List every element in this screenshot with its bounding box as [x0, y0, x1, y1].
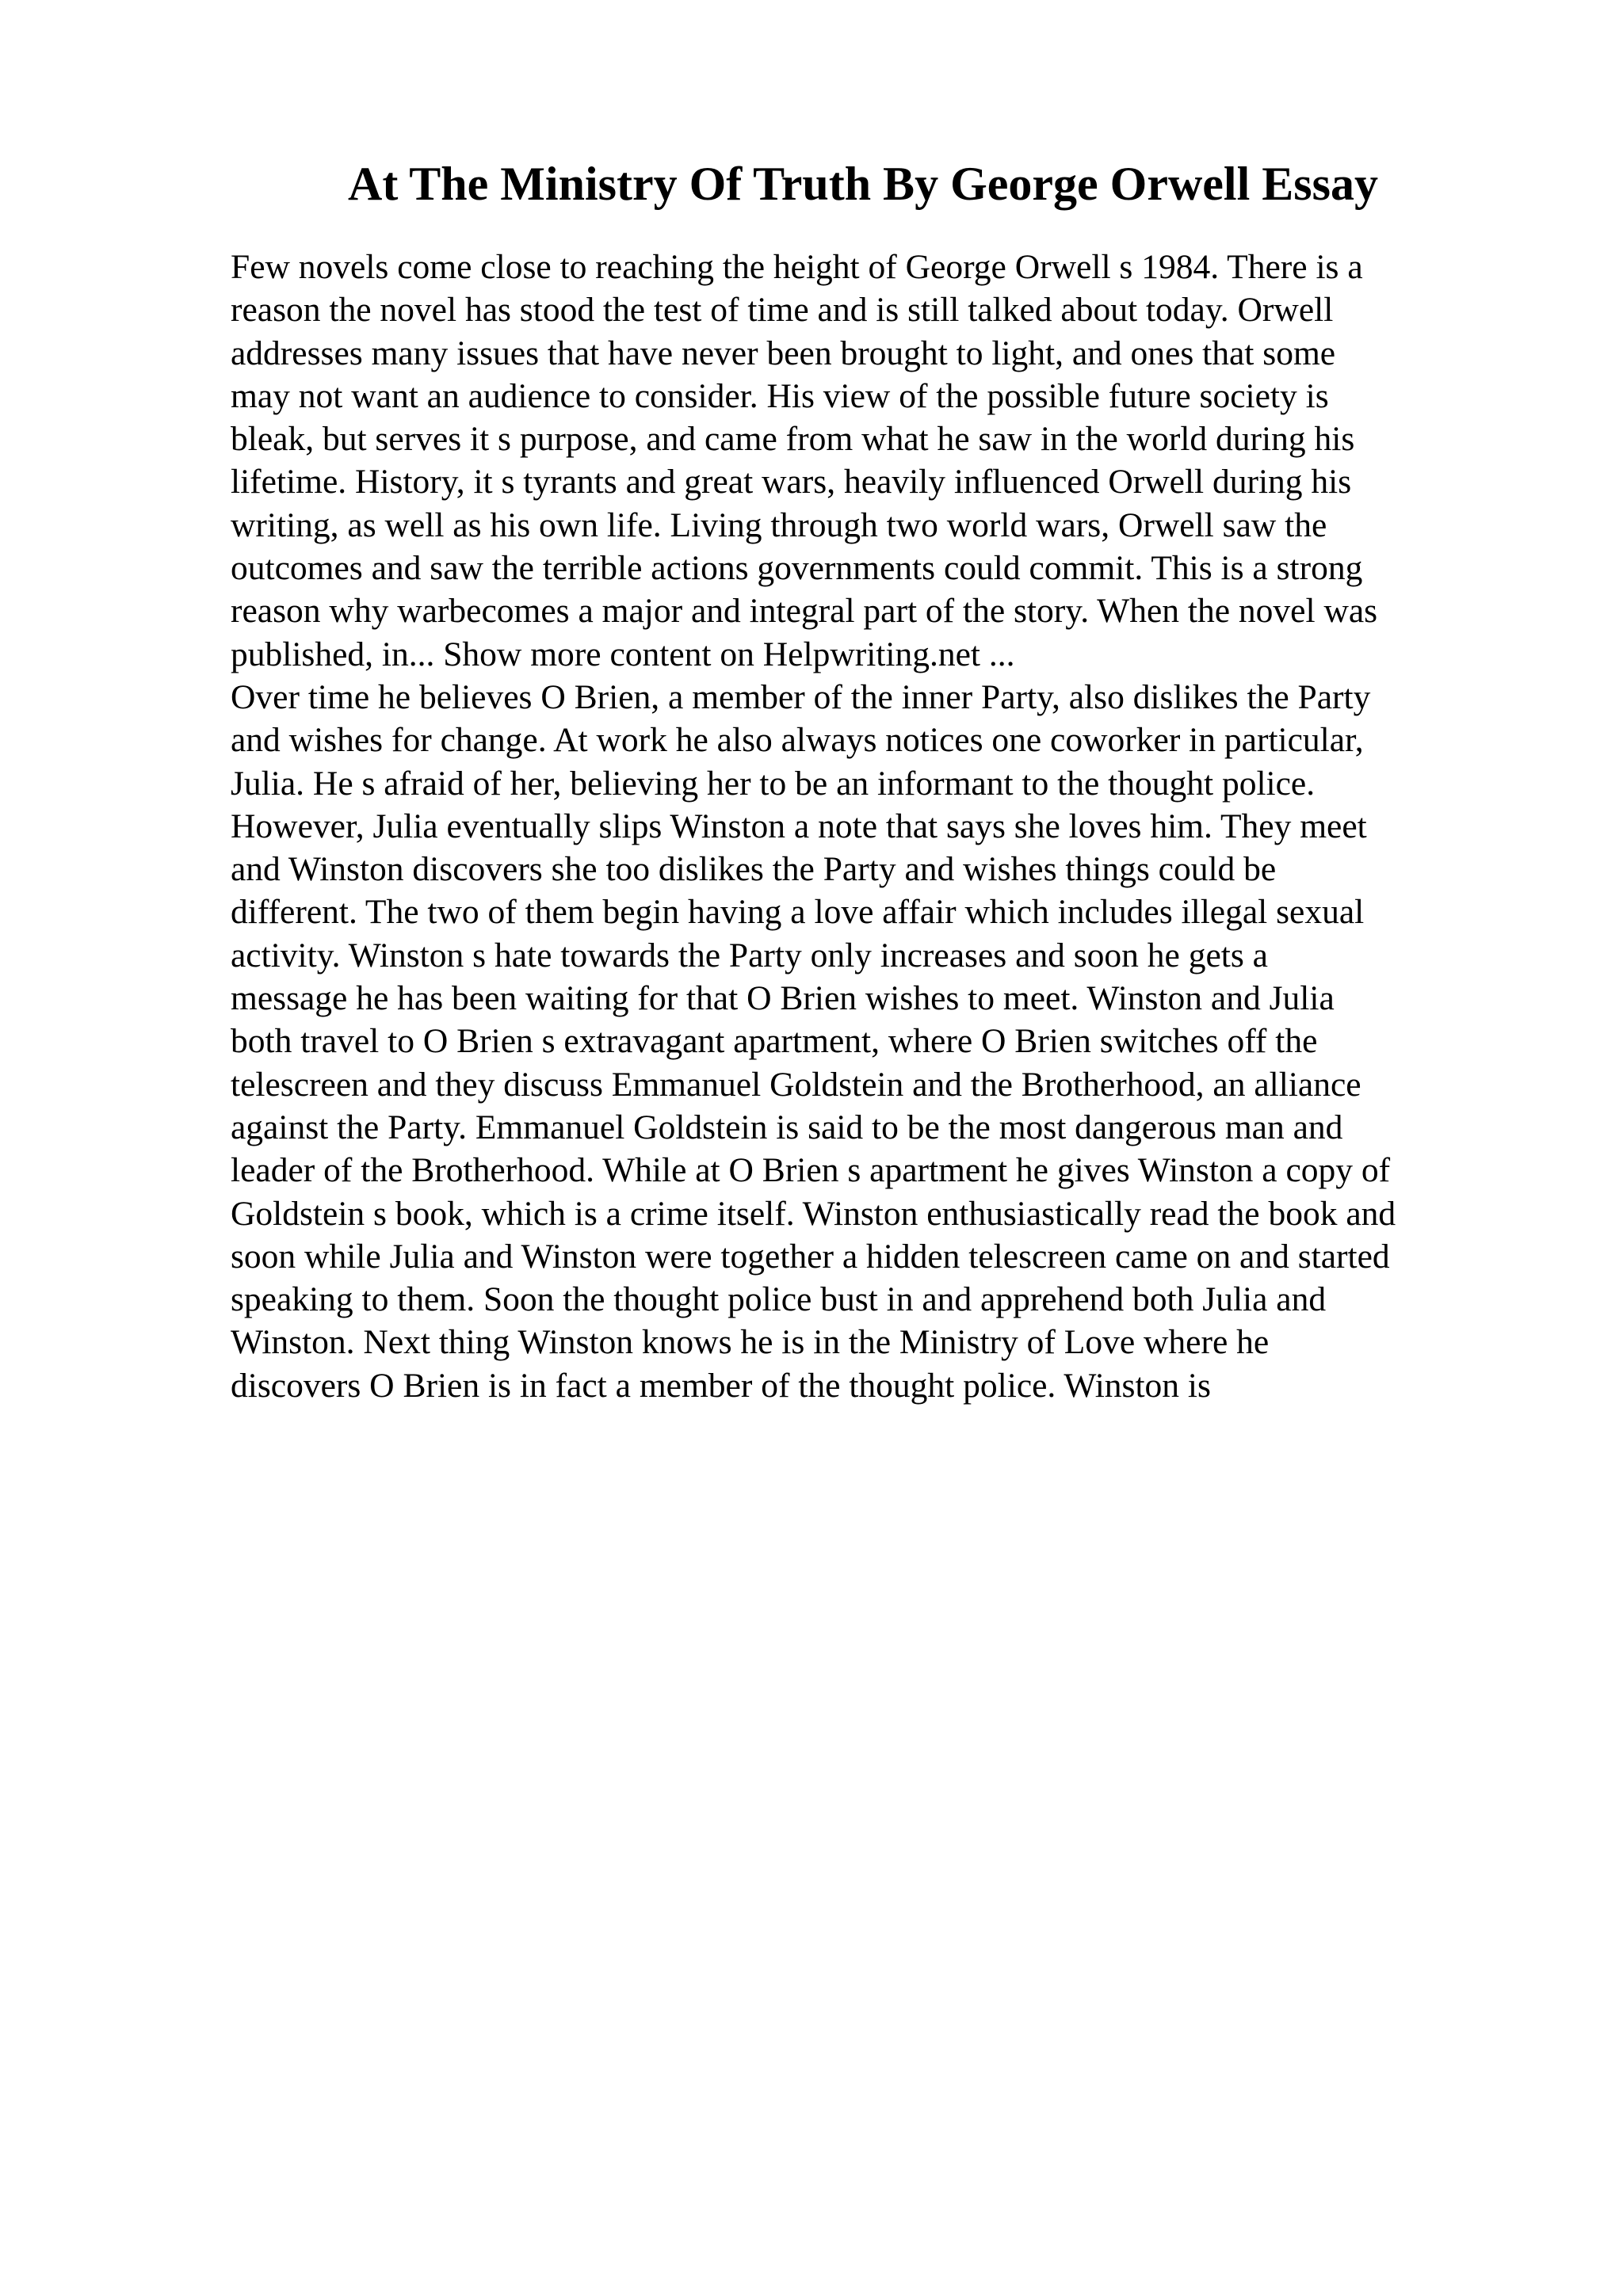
- text-line: writing, as well as his own life. Living through two world wars, Orwell saw the: [231, 505, 1327, 544]
- essay-body: [231, 246, 1499, 1407]
- text-line: leader of the Brotherhood. While at O Brien s apartment he gives Winston a copy of: [231, 1151, 1391, 1190]
- text-line: However, Julia eventually slips Winston a note that says she loves him. They meet: [231, 807, 1367, 845]
- text-line: soon while Julia and Winston were together a hidden telescreen came on and started: [231, 1237, 1390, 1276]
- text-line: and wishes for change. At work he also always notices one coworker in particular,: [231, 721, 1364, 760]
- text-line: outcomes and saw the terrible actions governments could commit. This is a strong: [231, 549, 1363, 588]
- text-line: activity. Winston s hate towards the Party only increases and soon he gets a: [231, 936, 1268, 974]
- text-line: Goldstein s book, which is a crime itself. Winston enthusiastically read the book and: [231, 1194, 1396, 1233]
- text-line: against the Party. Emmanuel Goldstein is said to be the most dangerous man and: [231, 1108, 1343, 1146]
- text-line: bleak, but serves it s purpose, and came from what he saw in the world during his: [231, 420, 1355, 459]
- document-title: At The Ministry Of Truth By George Orwell Essay: [348, 158, 1378, 210]
- text-line: telescreen and they discuss Emmanuel Goldstein and the Brotherhood, an alliance: [231, 1065, 1361, 1104]
- text-line: both travel to O Brien s extravagant apartment, where O Brien switches off the: [231, 1022, 1318, 1061]
- text-line: and Winston discovers she too dislikes the Party and wishes things could be: [231, 850, 1277, 889]
- text-line: discovers O Brien is in fact a member of the thought police. Winston is: [231, 1366, 1211, 1405]
- text-line: reason the novel has stood the test of time and is still talked about today. Orwell: [231, 291, 1334, 330]
- text-line: message he has been waiting for that O Brien wishes to meet. Winston and Julia: [231, 979, 1335, 1018]
- text-line: Julia. He s afraid of her, believing her to be an informant to the thought police.: [231, 764, 1316, 803]
- text-line: reason why warbecomes a major and integral part of the story. When the novel was: [231, 592, 1378, 631]
- text-line: lifetime. History, it s tyrants and great wars, heavily influenced Orwell during his: [231, 463, 1352, 502]
- text-line: addresses many issues that have never been brought to light, and ones that some: [231, 334, 1336, 372]
- text-line: published, in... Show more content on Helpwriting.net ...: [231, 635, 1015, 673]
- text-line: Over time he believes O Brien, a member of the inner Party, also dislikes the Party: [231, 677, 1371, 716]
- text-line: Winston. Next thing Winston knows he is in the Ministry of Love where he: [231, 1323, 1270, 1362]
- text-line: speaking to them. Soon the thought police bust in and apprehend both Julia and: [231, 1280, 1327, 1319]
- text-line: different. The two of them begin having a love affair which includes illegal sexual: [231, 893, 1365, 932]
- text-line: Few novels come close to reaching the height of George Orwell s 1984. There is a: [231, 248, 1363, 286]
- text-line: may not want an audience to consider. His view of the possible future society is: [231, 376, 1329, 415]
